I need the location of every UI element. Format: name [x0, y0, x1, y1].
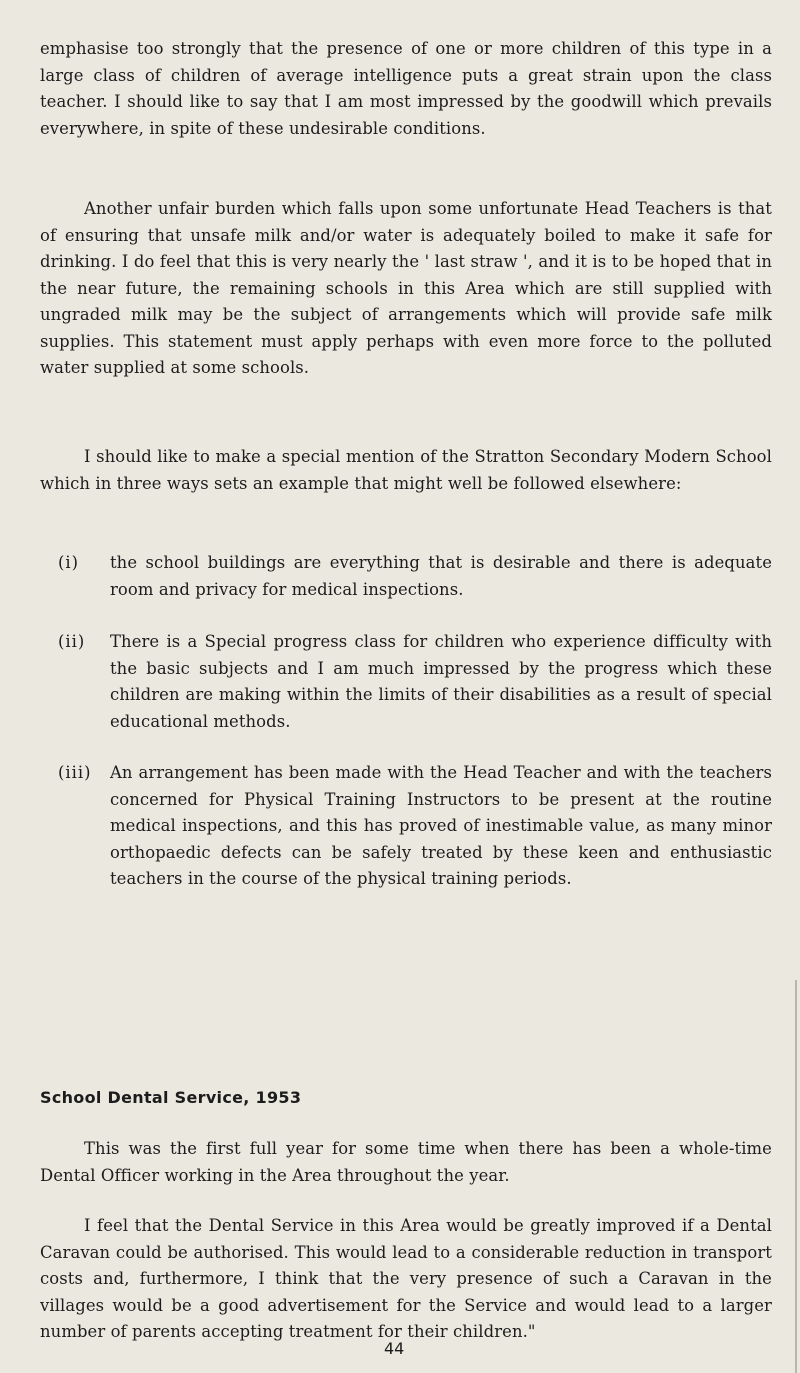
list-number: (ii) — [58, 632, 86, 651]
paragraph-dental-officer: This was the first full year for some time when there has been a whole-time Dental Officer working in the Area throughout the year. — [40, 1139, 772, 1185]
list-text: An arrangement has been made with the Head Teacher and with the teachers concerned for Physical Training Instructors to be present at the routine medical inspections, and this has proved of inestimable value, as many minor orthopaedic defects can be safely treated by these keen and enthusiastic teachers in the course of the physical training periods. — [110, 763, 772, 888]
page-number: 44 — [384, 1339, 405, 1358]
list-text: the school buildings are everything that is desirable and there is adequate room and privacy for medical inspections. — [110, 553, 772, 599]
paragraph-continuation: emphasise too strongly that the presence of one or more children of this type in a large class of children of average intelligence puts a great strain upon the class teacher. I should like to say that I am most impressed by the goodwill which prevails everywhere, in spite of these undesirable conditions. — [40, 39, 772, 138]
list-number: (i) — [58, 553, 80, 572]
section-heading: School Dental Service, 1953 — [40, 1088, 302, 1107]
list-text: There is a Special progress class for children who experience difficulty with the basic subjects and I am much impressed by the progress which these children are making within the limits of their disabilities as a result of special educational methods. — [110, 632, 772, 731]
list-number: (iii) — [58, 763, 92, 782]
paragraph-milk-water: Another unfair burden which falls upon some unfortunate Head Teachers is that of ensuring that unsafe milk and/or water is adequately boiled to make it safe for drinking. I do feel that this is very nearly the ' last straw ', and it is to be hoped that in the near future, the remaining schools in this Area which are still supplied with ungraded milk may be the subject of arrangements which will provide safe milk supplies. This statement must apply perhaps with even more force to the polluted water supplied at some schools. — [40, 199, 772, 377]
paragraph-stratton-school: I should like to make a special mention of the Stratton Secondary Modern School which in three ways sets an example that might well be followed elsewhere: — [40, 447, 772, 493]
paragraph-dental-caravan: I feel that the Dental Service in this Area would be greatly improved if a Dental Caravan could be authorised. This would lead to a considerable reduction in transport costs and, furthermore, I think that the very presence of such a Caravan in the villages would be a good advertisement for the Service and would lead to a larger number of parents accepting treatment for their children." — [40, 1216, 772, 1341]
page-edge-line — [795, 980, 797, 1373]
